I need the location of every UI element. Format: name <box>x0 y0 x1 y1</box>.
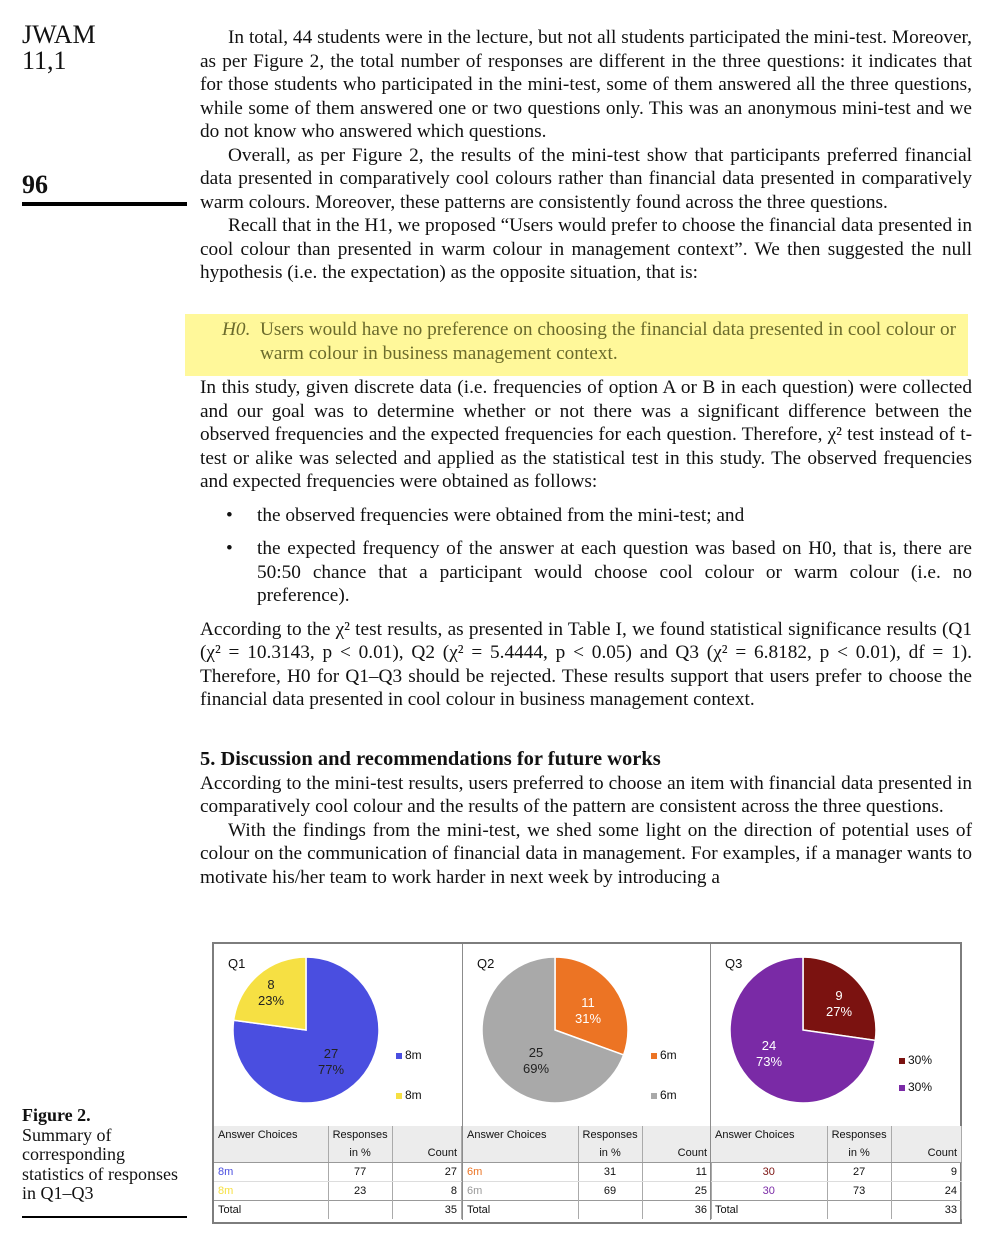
paragraph: With the findings from the mini-test, we shed some light on the direction of potential uses of colour on the communication of financial data in management. For examples, if a manager wants to motivate his/her team to work harder in next week by introducing a <box>200 819 972 888</box>
journal-header <box>22 22 96 74</box>
paragraph: According to the mini-test results, users preferred to choose an item with financial data presented in comparatively cool colour and the results of the pattern are consistent across the three questions. <box>200 772 972 817</box>
table-row <box>711 1144 962 1163</box>
slice-count: 25 <box>528 1045 544 1060</box>
table-cell: 27 <box>392 1163 461 1182</box>
legend-label: 6m <box>660 1088 677 1102</box>
table-row <box>463 1126 712 1144</box>
slice-percent: 27% <box>825 1004 853 1019</box>
choice-label: 6m <box>463 1182 578 1201</box>
column-header: Count <box>392 1144 461 1163</box>
slice-percent: 23% <box>257 993 285 1008</box>
table-cell <box>642 1126 711 1144</box>
slice-percent: 73% <box>755 1054 783 1069</box>
pie-chart <box>463 944 663 1124</box>
legend-item <box>396 1088 422 1102</box>
table-cell: 69 <box>578 1182 642 1201</box>
paragraph: Overall, as per Figure 2, the results of the mini-test show that participants preferred financial data presented in comparatively cool colours rather than financial data presented in comparatively warm colours. Moreover, these patterns are consistently found across the three questions. <box>200 144 972 213</box>
slice-count: 9 <box>835 988 843 1003</box>
choice-label: 30 <box>711 1163 827 1182</box>
table-cell: 23 <box>328 1182 392 1201</box>
list-item: • the expected frequency of the answer at each question was based on H0, that is, there are 50:50 chance that a participant would choose cool colour or warm colour (i.e. no preference). <box>200 537 972 608</box>
table-cell <box>578 1201 642 1220</box>
table-cell <box>711 1144 827 1163</box>
paragraph: In total, 44 students were in the lecture, but not all students participated the mini-test. Moreover, as per Figure 2, the total number of responses are different in the three questions: it indicates that for those students who participated in the mini-test, some of them answered all the three questions, while some of them answered one or two questions only. This was an anonymous mini-test and we do not know who answered which questions. <box>200 27 972 142</box>
column-header: Count <box>891 1144 961 1163</box>
legend-swatch <box>651 1053 657 1059</box>
table-cell: Total <box>711 1201 827 1220</box>
legend-item <box>899 1080 932 1094</box>
legend-label: 30% <box>908 1080 933 1094</box>
table-cell <box>392 1126 461 1144</box>
legend-swatch <box>396 1093 402 1099</box>
table-row <box>214 1126 462 1144</box>
table-cell <box>891 1126 961 1144</box>
legend-swatch <box>899 1058 905 1064</box>
legend-item <box>396 1048 422 1062</box>
null-hypothesis <box>222 318 974 365</box>
column-header: Responses <box>578 1126 642 1144</box>
stats-table <box>463 1126 712 1219</box>
page-number: 96 <box>22 170 48 199</box>
chart-panel-q2 <box>462 944 711 1220</box>
choice-label: 8m <box>214 1163 328 1182</box>
table-row <box>463 1201 712 1220</box>
slice-percent: 69% <box>522 1061 550 1076</box>
legend-label: 8m <box>405 1048 422 1062</box>
table-cell: 31 <box>578 1163 642 1182</box>
pie-chart <box>711 944 911 1124</box>
table-cell: 24 <box>891 1182 961 1201</box>
chart-title: Q3 <box>725 956 743 971</box>
chart-title: Q2 <box>477 956 495 971</box>
margin-rule <box>22 202 187 206</box>
table-cell: 35 <box>392 1201 461 1220</box>
legend-swatch <box>899 1085 905 1091</box>
column-header: Responses <box>827 1126 891 1144</box>
table-cell: 9 <box>891 1163 961 1182</box>
table-cell: Total <box>463 1201 578 1220</box>
chart-panel-q1 <box>214 944 462 1220</box>
slice-label <box>749 1038 789 1070</box>
table-row <box>711 1201 962 1220</box>
figure-title: Figure 2. <box>22 1105 91 1125</box>
column-header: Count <box>642 1144 711 1163</box>
chart-title: Q1 <box>228 956 246 971</box>
table-row <box>214 1182 462 1201</box>
slice-percent: 77% <box>317 1062 345 1077</box>
legend-label: 8m <box>405 1088 422 1102</box>
table-cell <box>328 1201 392 1220</box>
stats-table <box>711 1126 962 1219</box>
column-header: in % <box>328 1144 392 1163</box>
choice-label: 6m <box>463 1163 578 1182</box>
table-row <box>463 1163 712 1182</box>
legend-swatch <box>651 1093 657 1099</box>
legend-item <box>651 1088 677 1102</box>
body-text-middle <box>200 376 972 712</box>
table-row <box>711 1163 962 1182</box>
legend-item <box>651 1048 677 1062</box>
bullet-list <box>200 504 972 608</box>
paragraph: In this study, given discrete data (i.e. frequencies of option A or B in each question) were collected and our goal was to determine whether or not there was a significant difference between the observed frequencies and the expected frequencies for each question. Therefore, χ² test instead of t-test or alike was selected and applied as the statistical test in this study. The observed frequencies and expected frequencies were obtained as follows: <box>200 377 972 492</box>
table-cell: 73 <box>827 1182 891 1201</box>
table-row <box>463 1144 712 1163</box>
column-header: Answer Choices <box>214 1126 328 1144</box>
table-cell: 25 <box>642 1182 711 1201</box>
column-header: Answer Choices <box>711 1126 827 1144</box>
slice-percent: 31% <box>574 1011 602 1026</box>
journal-volume: 11,1 <box>22 46 67 75</box>
figure-2 <box>212 942 962 1224</box>
choice-label: 30 <box>711 1182 827 1201</box>
table-row <box>711 1126 962 1144</box>
table-cell <box>214 1144 328 1163</box>
slice-label <box>568 995 608 1027</box>
table-cell <box>463 1144 578 1163</box>
slice-label <box>516 1045 556 1077</box>
table-cell: 77 <box>328 1163 392 1182</box>
table-cell: 27 <box>827 1163 891 1182</box>
table-row <box>711 1182 962 1201</box>
slice-count: 11 <box>581 995 595 1010</box>
table-cell: 36 <box>642 1201 711 1220</box>
table-cell <box>827 1201 891 1220</box>
figure-caption <box>22 1106 187 1204</box>
legend-label: 30% <box>908 1053 933 1067</box>
stats-table <box>214 1126 462 1219</box>
hypothesis-text: Users would have no preference on choosing the financial data presented in cool colour or warm colour in business management context. <box>260 319 957 364</box>
column-header: Answer Choices <box>463 1126 578 1144</box>
body-text-section5 <box>200 748 972 889</box>
slice-count: 27 <box>323 1046 339 1061</box>
table-row <box>463 1182 712 1201</box>
section-heading: 5. Discussion and recommendations for future works <box>200 748 661 770</box>
slice-label <box>819 988 859 1020</box>
slice-label <box>251 977 291 1009</box>
column-header: in % <box>578 1144 642 1163</box>
table-row <box>214 1201 462 1220</box>
margin-rule <box>22 1216 187 1218</box>
paragraph: According to the χ² test results, as presented in Table I, we found statistical significance results (Q1 (χ² = 10.3143, p < 0.01), Q2 (χ² = 5.4444, p < 0.05) and Q3 (χ² = 6.8182, p < 0.01), df = 1). Therefore, H0 for Q1–Q3 should be rejected. These results support that users prefer to choose the financial data presented in cool colour in business management context. <box>200 618 972 710</box>
slice-label <box>311 1046 351 1078</box>
list-item: • the observed frequencies were obtained from the mini-test; and <box>200 504 972 528</box>
column-header: Responses <box>328 1126 392 1144</box>
table-cell: 8 <box>392 1182 461 1201</box>
journal-name: JWAM <box>22 20 96 49</box>
choice-label: 8m <box>214 1182 328 1201</box>
body-text-top <box>200 26 972 285</box>
chart-panel-q3 <box>710 944 961 1220</box>
slice-count: 24 <box>761 1038 777 1053</box>
pie-chart <box>214 944 414 1124</box>
table-row <box>214 1163 462 1182</box>
legend-label: 6m <box>660 1048 677 1062</box>
column-header: in % <box>827 1144 891 1163</box>
table-cell: 33 <box>891 1201 961 1220</box>
table-cell: 11 <box>642 1163 711 1182</box>
hypothesis-label: H0. <box>222 319 251 340</box>
figure-caption-text: Summary of corresponding statistics of responses in Q1–Q3 <box>22 1124 178 1203</box>
legend-item <box>899 1053 932 1067</box>
paragraph: Recall that in the H1, we proposed “Users would prefer to choose the financial data presented in cool colour than presented in warm colour in management context”. We then suggested the null hypothesis (i.e. the expectation) as the opposite situation, that is: <box>200 215 972 283</box>
legend-swatch <box>396 1053 402 1059</box>
slice-count: 8 <box>267 977 275 992</box>
table-row <box>214 1144 462 1163</box>
table-cell: Total <box>214 1201 328 1220</box>
